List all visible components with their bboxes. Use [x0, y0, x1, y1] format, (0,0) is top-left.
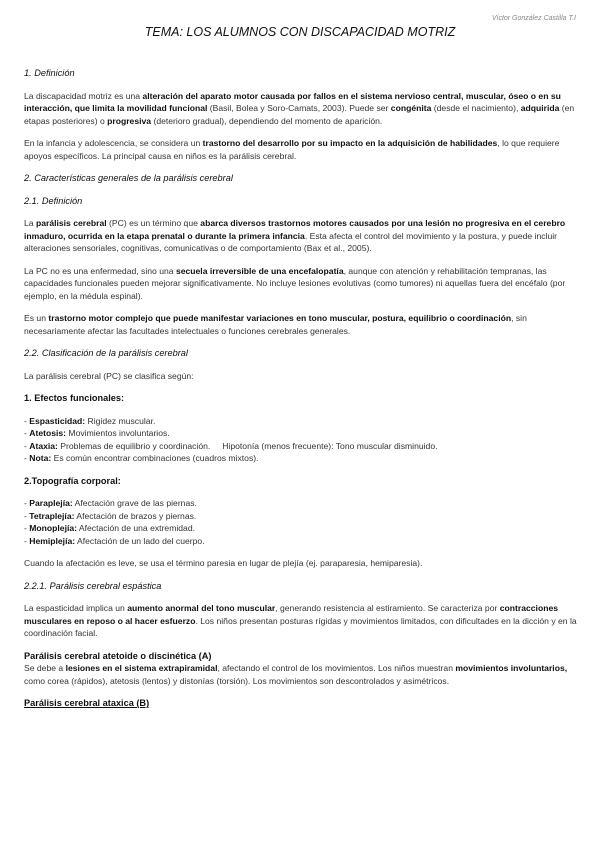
- document-body: [24, 67, 580, 710]
- list-item: - Atetosis: Movimientos involuntarios.: [24, 428, 170, 438]
- s221-paragraph-1: La espasticidad implica un aumento anormal del tono muscular, generando resistencia al estiramiento. Se caracteriza por contracciones musculares en reposo o al hacer esfuerzo. Los niños presentan posturas rígidas y movimientos limitados, con dificultades en la dicción y en la coordinación facial.: [24, 603, 577, 638]
- section-1-heading: 1. Definición: [24, 68, 75, 78]
- efectos-list: [24, 415, 580, 465]
- topografia-list: [24, 497, 580, 547]
- ataxica-title: Parálisis cerebral ataxica (B): [24, 698, 150, 708]
- s1-paragraph-2: En la infancia y adolescencia, se considera un trastorno del desarrollo por su impacto en la adquisición de habilidades, lo que requiere apoyos específicos. La principal causa en niños es la parálisis cerebral.: [24, 138, 560, 161]
- topografia-title: 2.Topografía corporal:: [24, 475, 121, 486]
- s21-paragraph-1: La parálisis cerebral (PC) es un término que abarca diversos trastornos motores causados por una lesión no progresiva en el cerebro inmaduro, ocurrida en la etapa prenatal o durante la primera infancia. Esta afecta el control del movimiento y la postura, y puede incluir alteraciones sensoriales, cognitivas, comunicativas o de comportamiento (Bax et al., 2005).: [24, 218, 566, 253]
- list-item: - Tetraplejía: Afectación de brazos y piernas.: [24, 510, 197, 521]
- section-2-heading: 2. Características generales de la parálisis cerebral: [24, 173, 233, 183]
- section-2-2-1-heading: 2.2.1. Parálisis cerebral espástica: [24, 580, 162, 591]
- section-2-1-heading: 2.1. Definición: [24, 195, 83, 206]
- list-item: - Hemiplejía: Afectación de un lado del cuerpo.: [24, 535, 205, 546]
- page-title: TEMA: LOS ALUMNOS CON DISCAPACIDAD MOTRIZ: [144, 25, 456, 39]
- section-2-2-heading: 2.2. Clasificación de la parálisis cerebral: [24, 348, 188, 358]
- list-item: - Espasticidad: Rigidez muscular.: [24, 415, 156, 426]
- list-item: - Ataxia: Problemas de equilibrio y coordinación. Hipotonía (menos frecuente): Tono muscular disminuido.: [24, 440, 438, 451]
- s21-paragraph-2: La PC no es una enfermedad, sino una secuela irreversible de una encefalopatía, aunque con atención y rehabilitación tempranas, las capacidades funcionales pueden mejorar significativamente. No incluye lesiones evolutivas (como tumores) ni aquellas fuera del encéfalo (por ejemplo, en la médula espinal).: [24, 265, 566, 301]
- s22-intro: La parálisis cerebral (PC) se clasifica según:: [24, 370, 194, 381]
- s22-note: Cuando la afectación es leve, se usa el término paresia en lugar de plejía (ej. paraparesia, hemiparesia).: [24, 558, 423, 568]
- efectos-title: 1. Efectos funcionales:: [24, 393, 125, 403]
- list-item: - Nota: Es común encontrar combinaciones (cuadros mixtos).: [24, 453, 259, 463]
- list-item: - Paraplejía: Afectación grave de las piernas.: [24, 498, 197, 508]
- author-label: Víctor González Castilla T.I: [491, 15, 576, 22]
- atetoide-title: Parálisis cerebral atetoide o discinética (A): [24, 650, 212, 661]
- list-item: - Monoplejía: Afectación de una extremidad.: [24, 523, 196, 533]
- s1-paragraph-1: La discapacidad motriz es una alteración del aparato motor causada por fallos en el sistema nervioso central, muscular, óseo o en su interacción, que limita la movilidad funcional (Basil, Bolea y Soro-Camats, 2003). Puede ser congénita (desde el nacimiento), adquirida (en etapas posteriores) o progresiva (deterioro gradual), dependiendo del momento de aparición.: [24, 90, 575, 126]
- atetoide-paragraph: Se debe a lesiones en el sistema extrapiramidal, afectando el control de los movimientos. Los niños muestran movimientos involuntarios, como corea (rápidos), atetosis (lentos) y distonías (torsión). Los movimientos son descontrolados y asimétricos.: [24, 663, 568, 686]
- s21-paragraph-3: Es un trastorno motor complejo que puede manifestar variaciones en tono muscular, postura, equilibrio o coordinación, sin necesariamente afectar las facultades intelectuales o funciones cerebrales generales.: [24, 313, 527, 336]
